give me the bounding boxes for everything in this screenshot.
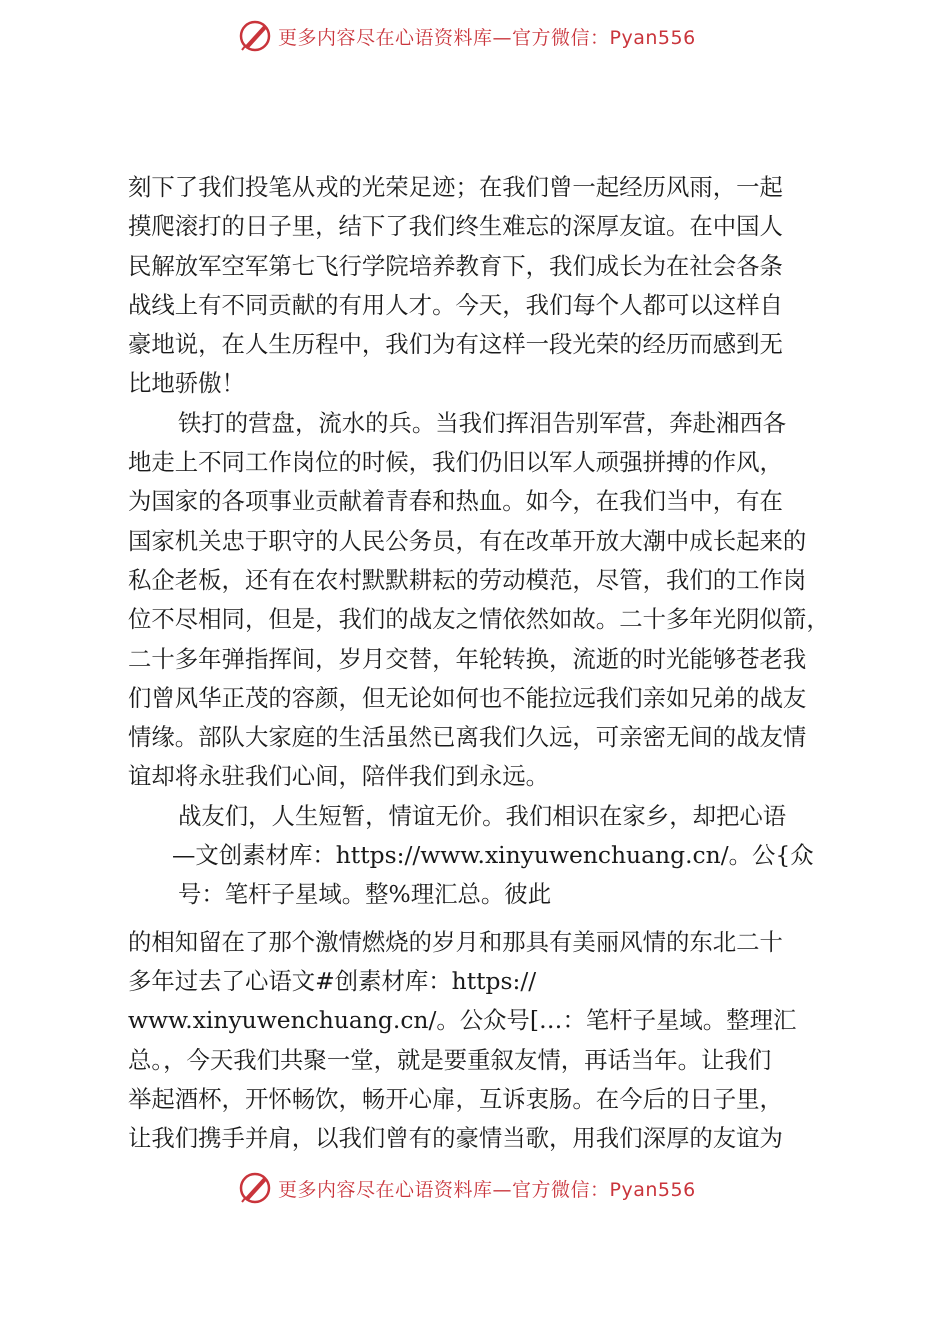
banner-text: 更多内容尽在心语资料库—官方微信：Pyan556 [278, 26, 696, 49]
text-line: 豪地说，在人生历程中，我们为有这样一段光荣的经历而感到无 [128, 330, 783, 359]
text-line: 让我们携手并肩，以我们曾有的豪情当歌，用我们深厚的友谊为 [128, 1124, 783, 1153]
text-line: 国家机关忠于职守的人民公务员，有在改革开放大潮中成长起来的 [128, 526, 807, 555]
text-line: 战线上有不同贡献的有用人才。今天，我们每个人都可以这样自 [128, 290, 783, 319]
banner-text: 更多内容尽在心语资料库—官方微信：Pyan556 [278, 1178, 696, 1201]
text-line: 位不尽相同，但是，我们的战友之情依然如故。二十多年光阴似箭， [128, 605, 830, 634]
text-line: 谊却将永驻我们心间，陪伴我们到永远。 [128, 762, 550, 791]
text-line: 民解放军空军第七飞行学院培养教育下，我们成长为在社会各条 [128, 251, 783, 280]
text-line: www.xinyuwenchuang.cn/。公众号[…：笔杆子星域。整理汇 [128, 1006, 797, 1035]
text-line: 地走上不同工作岗位的时候，我们仍旧以军人顽强拼搏的作风， [128, 448, 783, 477]
text-line: 的相知留在了那个激情燃烧的岁月和那具有美丽风情的东北二十 [128, 927, 783, 956]
document-body [128, 168, 846, 1158]
text-line: 战友们，人生短暂，情谊无价。我们相识在家乡，却把心语 [178, 801, 787, 830]
text-line: 比地骄傲！ [128, 369, 245, 398]
text-line: 们曾风华正茂的容颜，但无论如何也不能拉远我们亲如兄弟的战友 [128, 683, 807, 712]
text-line: 为国家的各项事业贡献着青春和热血。如今，在我们当中，有在 [128, 487, 783, 516]
text-line: 多年过去了心语文#创素材库：https:// [128, 966, 537, 995]
quill-logo-icon [238, 1171, 272, 1205]
quill-logo-icon [238, 19, 272, 53]
text-line: 刻下了我们投笔从戎的光荣足迹；在我们曾一起经历风雨，一起 [128, 173, 783, 201]
text-line: 总。，今天我们共聚一堂，就是要重叙友情，再话当年。让我们 [128, 1045, 772, 1074]
text-line: 二十多年弹指挥间，岁月交替，年轮转换，流逝的时光能够苍老我 [128, 644, 807, 673]
text-line: 铁打的营盘，流水的兵。当我们挥泪告别军营，奔赴湘西各 [178, 408, 787, 437]
text-line: 号：笔杆子星域。整%理汇总。彼此 [178, 880, 552, 909]
text-line: 情缘。部队大家庭的生活虽然已离我们久远，可亲密无间的战友情 [128, 723, 807, 752]
text-line: 举起酒杯，开怀畅饮，畅开心扉，互诉衷肠。在今后的日子里， [128, 1084, 783, 1113]
text-line: 私企老板，还有在农村默默耕耘的劳动模范，尽管，我们的工作岗 [128, 565, 807, 594]
text-line: —文创素材库：https://www.xinyuwenchuang.cn/。公{众 [172, 841, 814, 870]
text-line: 摸爬滚打的日子里，结下了我们终生难忘的深厚友谊。在中国人 [128, 212, 783, 241]
header-watermark-banner [238, 16, 758, 56]
footer-watermark-banner [238, 1168, 758, 1208]
